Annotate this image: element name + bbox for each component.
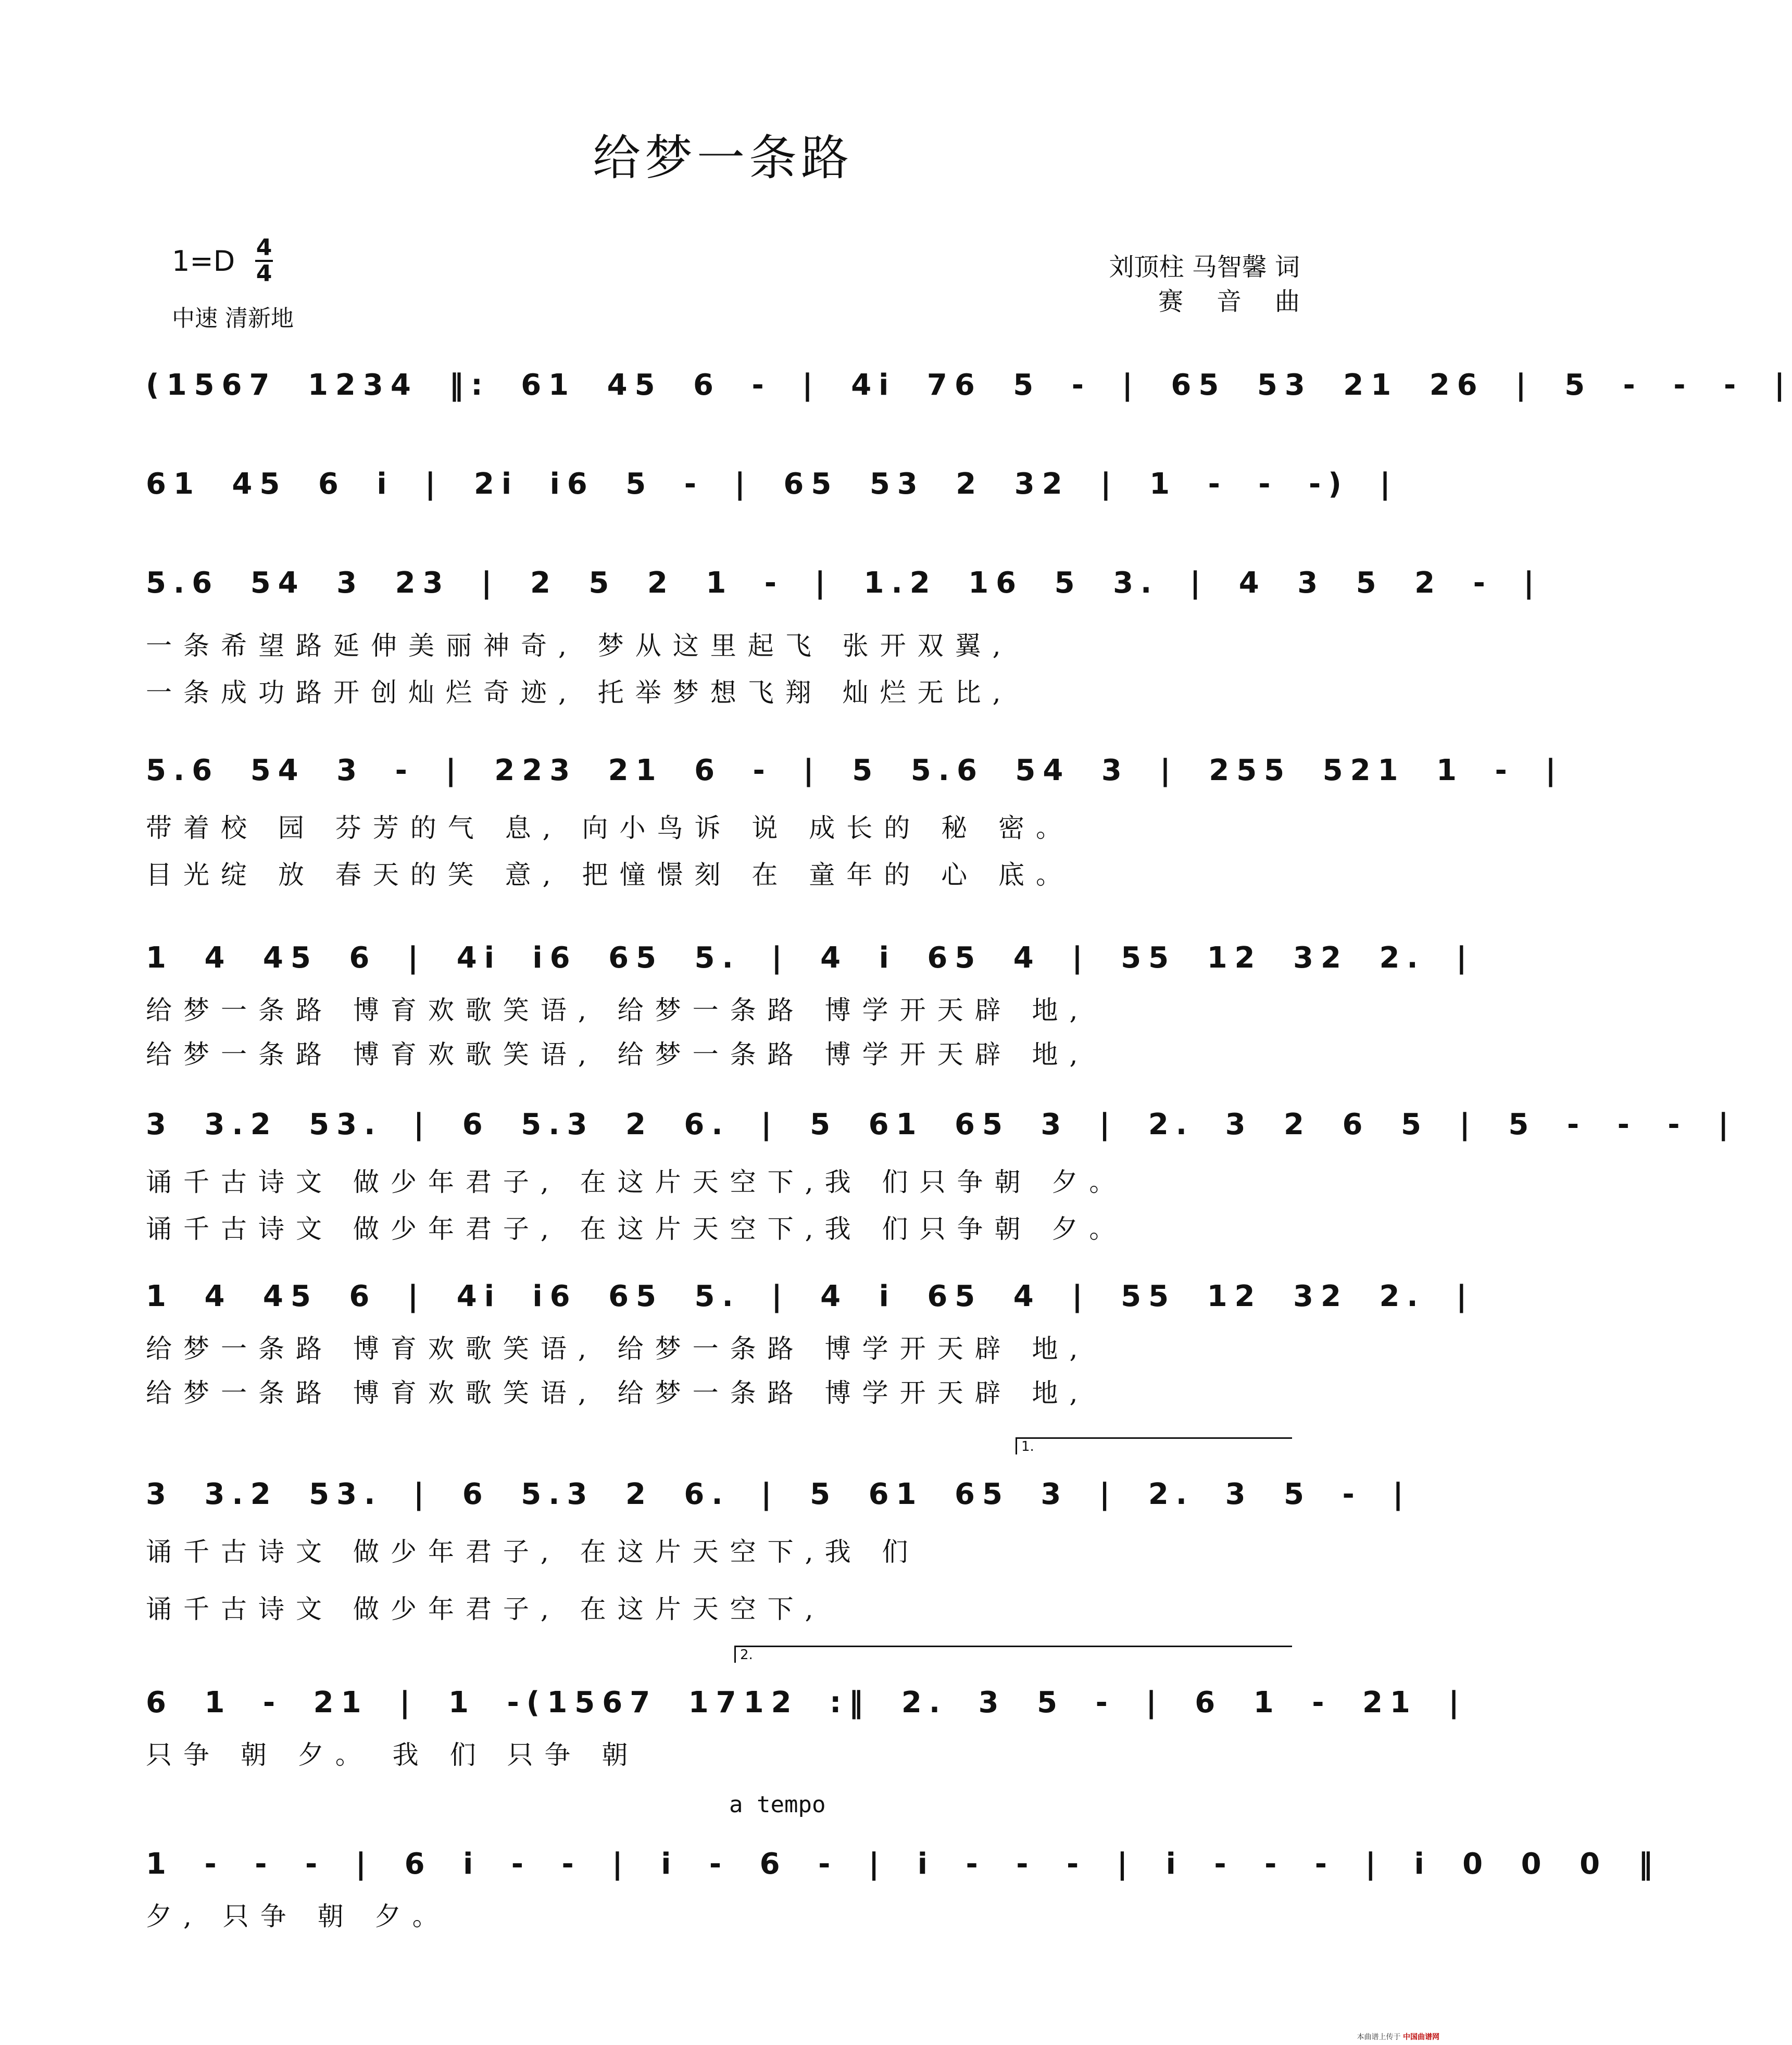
lyric-verse-2: 诵千古诗文 做少年君子, 在这片天空下,我 们只争朝 夕。 (146, 1214, 1127, 1244)
composer-credit: 赛音曲 (1158, 287, 1333, 316)
lyric-verse-1: 给梦一条路 博育欢歌笑语, 给梦一条路 博学开天辟 地, (146, 995, 1089, 1025)
notation-line: 1 4 45 6 | 4i i6 65 5. | 4 i 65 4 | 55 12 32 2. | (146, 941, 1474, 975)
footer-text: 本曲谱上传于 (1357, 2033, 1401, 2041)
first-ending-bracket: 1. (1016, 1437, 1292, 1454)
notation-line: (1567 1234 ‖: 61 45 6 - | 4i 76 5 - | 65 53 21 26 | 5 - - - | (146, 368, 1792, 402)
lyric-verse-2: 一条成功路开创灿烂奇迹, 托举梦想飞翔 灿烂无比, (146, 678, 1012, 708)
lyric-verse-1: 只争 朝 夕。 我 们 只争 朝 (146, 1740, 640, 1770)
upload-watermark (1357, 2031, 1439, 2042)
score-title: 给梦一条路 (592, 130, 853, 186)
tempo-marking: 中速 清新地 (172, 305, 294, 332)
lyric-verse-1: 夕, 只争 朝 夕。 (146, 1901, 450, 1931)
time-signature (255, 234, 273, 287)
notation-line: 5.6 54 3 23 | 2 5 2 1 - | 1.2 16 5 3. | 4 3 5 2 - | (146, 566, 1542, 600)
footer-site-logo: 中国曲谱网 (1403, 2033, 1439, 2041)
notation-line: 3 3.2 53. | 6 5.3 2 6. | 5 61 65 3 | 2. 3 2 6 5 | 5 - - - | (146, 1108, 1736, 1141)
notation-line: 5.6 54 3 - | 223 21 6 - | 5 5.6 54 3 | 255 521 1 - | (146, 754, 1563, 787)
notation-line: 1 - - - | 6 i - - | i - 6 - | i - - - | i - - - | i 0 0 0 ‖ (146, 1847, 1660, 1881)
time-denominator: 4 (256, 260, 272, 287)
lyric-verse-2: 诵千古诗文 做少年君子, 在这片天空下, (146, 1594, 825, 1624)
lyric-verse-1: 给梦一条路 博育欢歌笑语, 给梦一条路 博学开天辟 地, (146, 1334, 1089, 1364)
a-tempo-marking: a tempo (729, 1791, 826, 1818)
lyric-verse-2: 目光绽 放 春天的笑 意, 把憧憬刻 在 童年的 心 底。 (146, 860, 1074, 890)
notation-line: 1 4 45 6 | 4i i6 65 5. | 4 i 65 4 | 55 12 32 2. | (146, 1279, 1474, 1313)
notation-line: 3 3.2 53. | 6 5.3 2 6. | 5 61 65 3 | 2. 3 5 - | (146, 1477, 1411, 1511)
lyricist-credit: 刘顶柱 马智馨 词 (1109, 253, 1300, 282)
notation-line: 6 1 - 21 | 1 -(1567 1712 :‖ 2. 3 5 - | 6 1 - 21 | (146, 1686, 1467, 1720)
lyric-verse-2: 给梦一条路 博育欢歌笑语, 给梦一条路 博学开天辟 地, (146, 1378, 1089, 1408)
lyric-verse-2: 给梦一条路 博育欢歌笑语, 给梦一条路 博学开天辟 地, (146, 1039, 1089, 1070)
time-numerator: 4 (256, 234, 272, 261)
notation-line: 61 45 6 i | 2i i6 5 - | 65 53 2 32 | 1 - - -) | (146, 467, 1398, 501)
second-ending-bracket: 2. (734, 1646, 1292, 1663)
lyric-verse-1: 带着校 园 芬芳的气 息, 向小鸟诉 说 成长的 秘 密。 (146, 813, 1074, 843)
lyric-verse-1: 诵千古诗文 做少年君子, 在这片天空下,我 们只争朝 夕。 (146, 1167, 1127, 1197)
credits (1109, 250, 1333, 319)
lyric-verse-1: 一条希望路延伸美丽神奇, 梦从这里起飞 张开双翼, (146, 631, 1012, 661)
lyric-verse-1: 诵千古诗文 做少年君子, 在这片天空下,我 们 (146, 1537, 920, 1567)
key-signature: 1=D (172, 245, 235, 278)
